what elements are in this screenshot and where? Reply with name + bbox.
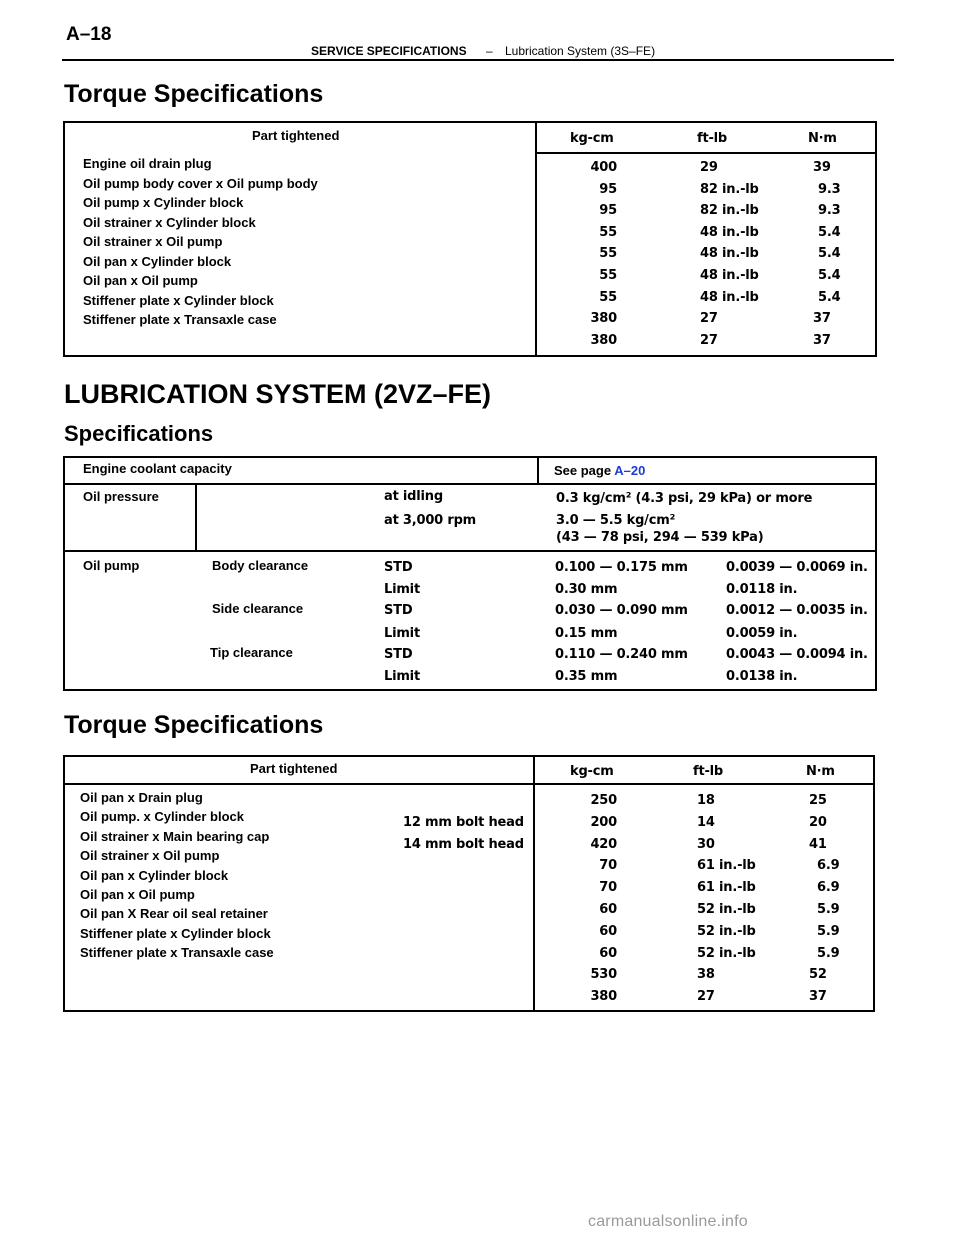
torque1-header-rule [537, 152, 877, 154]
torque2-nm: 20 [809, 814, 827, 830]
torque1-kgcm: 55 [599, 224, 617, 240]
torque1-nm: 37 [813, 332, 831, 348]
torque2-ftlb: 52 in.-lb [697, 902, 756, 917]
torque2-ftlb: 61 in.-lb [697, 858, 756, 874]
torque2-nm: 5.9 [817, 923, 840, 939]
tip-clearance-std-mm: 0.110 — 0.240 mm [555, 647, 688, 662]
torque1-ftlb: 27 [700, 332, 718, 348]
torque2-nm: 41 [809, 836, 827, 852]
torque1-ftlb: 82 in.-lb [700, 203, 759, 219]
oil-pump-label: Oil pump [83, 558, 140, 573]
torque2-ftlb: 18 [697, 793, 715, 808]
body-clearance-std-in: 0.0039 — 0.0069 in. [726, 560, 868, 575]
torque1-part: Oil pump x Cylinder block [83, 195, 244, 210]
watermark: carmanualsonline.info [588, 1213, 748, 1230]
torque2-header-rule [63, 783, 875, 785]
torque1-ftlb: 27 [700, 311, 718, 327]
body-clearance-limit-mm: 0.30 mm [555, 582, 618, 597]
side-clearance-limit-mm: 0.15 mm [555, 626, 618, 641]
torque2-ftlb: 52 in.-lb [697, 923, 756, 939]
torque2-nm: 6.9 [817, 858, 840, 874]
torque1-ftlb: 48 in.-lb [700, 224, 759, 240]
section-title: LUBRICATION SYSTEM (2VZ–FE) [64, 379, 492, 409]
torque1-part: Oil pan x Oil pump [83, 273, 198, 288]
torque2-col-kgcm: kg-cm [570, 764, 614, 779]
torque1-part: Oil strainer x Cylinder block [83, 214, 256, 230]
coolant-value [554, 463, 645, 478]
torque1-nm: 5.4 [818, 224, 841, 240]
torque2-ftlb: 61 in.-lb [697, 880, 756, 896]
torque1-nm: 37 [813, 311, 831, 327]
torque1-nm: 5.4 [818, 268, 841, 283]
torque2-part: Oil pan x Cylinder block [80, 867, 229, 883]
torque1-kgcm: 380 [590, 332, 617, 348]
tip-clearance-std-label: STD [384, 647, 413, 662]
body-clearance-label: Body clearance [212, 558, 309, 573]
side-clearance-limit-label: Limit [384, 626, 420, 641]
oil-pressure-value-3000: 3.0 — 5.5 kg/cm² [556, 513, 676, 528]
torque2-kgcm: 200 [590, 814, 617, 830]
torque1-kgcm: 380 [590, 311, 617, 327]
header-subsection: Lubrication System (3S–FE) [505, 44, 656, 58]
oil-pressure-cond-3000: at 3,000 rpm [384, 513, 477, 528]
torque2-values [535, 793, 875, 1008]
torque1-part: Oil strainer x Oil pump [83, 234, 223, 249]
specs-rule-1 [63, 483, 877, 485]
oil-pressure-value-3000-alt: (43 — 78 psi, 294 — 539 kPa) [556, 530, 764, 545]
coolant-label: Engine coolant capacity [83, 461, 232, 476]
torque1-col-nm: N·m [808, 131, 837, 146]
torque2-ftlb: 14 [697, 814, 715, 830]
oil-pressure-cond-idle: at idling [384, 489, 443, 504]
body-clearance-limit-in: 0.0118 in. [726, 582, 798, 597]
torque1-part: Stiffener plate x Cylinder block [83, 292, 274, 308]
torque2-part: Oil pan x Oil pump [80, 887, 195, 902]
oil-pressure-value-idle: 0.3 kg/cm² (4.3 psi, 29 kPa) or more [556, 491, 813, 506]
side-clearance-limit-in: 0.0059 in. [726, 626, 798, 641]
torque2-kgcm: 60 [599, 945, 617, 961]
torque2-part: Oil strainer x Main bearing cap [80, 828, 270, 844]
tip-clearance-std-in: 0.0043 — 0.0094 in. [726, 647, 868, 662]
torque1-part: Oil pump body cover x Oil pump body [83, 175, 318, 191]
torque2-note-14mm: 14 mm bolt head [403, 837, 524, 852]
tip-clearance-limit-in: 0.0138 in. [726, 669, 798, 684]
specs-title: Specifications [64, 421, 214, 446]
torque1-col-kgcm: kg-cm [570, 131, 614, 146]
specs-rule-2 [63, 550, 877, 552]
body-clearance-limit-label: Limit [384, 582, 420, 597]
torque2-kgcm: 60 [599, 923, 617, 939]
torque2-ftlb: 30 [697, 836, 715, 852]
torque1-nm: 5.4 [818, 246, 841, 262]
torque1-title: Torque Specifications [64, 80, 324, 108]
torque1-ftlb: 48 in.-lb [700, 289, 759, 305]
torque2-part: Oil pump. x Cylinder block [80, 809, 244, 825]
torque2-kgcm: 250 [590, 793, 617, 808]
body-clearance-std-mm: 0.100 — 0.175 mm [555, 560, 688, 575]
torque2-kgcm: 60 [599, 902, 617, 917]
torque2-ftlb: 27 [697, 989, 715, 1005]
torque2-ftlb: 52 in.-lb [697, 945, 756, 961]
torque2-kgcm: 420 [590, 836, 617, 852]
torque1-ftlb: 48 in.-lb [700, 268, 759, 283]
specs-inner-divider [195, 483, 197, 551]
torque2-part: Stiffener plate x Cylinder block [80, 925, 271, 941]
torque2-title: Torque Specifications [64, 711, 324, 739]
torque1-ftlb: 82 in.-lb [700, 181, 759, 197]
torque1-col-part: Part tightened [252, 128, 340, 143]
coolant-page-link[interactable]: A–20 [614, 463, 646, 478]
torque1-nm: 39 [813, 160, 831, 175]
torque2-ftlb: 38 [697, 967, 715, 983]
side-clearance-label: Side clearance [212, 601, 304, 616]
tip-clearance-limit-mm: 0.35 mm [555, 669, 618, 684]
torque1-part: Stiffener plate x Transaxle case [83, 312, 277, 327]
torque1-kgcm: 400 [590, 160, 617, 175]
torque1-kgcm: 55 [599, 268, 617, 283]
torque1-nm: 5.4 [818, 289, 841, 305]
torque2-col-ftlb: ft-lb [693, 764, 724, 779]
page-number: A–18 [66, 24, 112, 45]
torque1-part: Engine oil drain plug [83, 156, 212, 171]
oil-pressure-label: Oil pressure [83, 489, 159, 504]
body-clearance-std-label: STD [384, 560, 413, 575]
torque2-part: Stiffener plate x Transaxle case [80, 945, 274, 961]
torque2-nm: 25 [809, 793, 827, 808]
torque1-ftlb: 29 [700, 160, 718, 175]
torque1-nm: 9.3 [818, 181, 841, 197]
torque2-kgcm: 70 [599, 858, 617, 874]
side-clearance-std-in: 0.0012 — 0.0035 in. [726, 603, 868, 618]
torque2-kgcm: 530 [590, 967, 617, 983]
header-separator: – [486, 44, 493, 58]
tip-clearance-label: Tip clearance [210, 645, 293, 660]
header-section: SERVICE SPECIFICATIONS [311, 44, 467, 58]
torque2-nm: 6.9 [817, 880, 840, 896]
torque1-nm: 9.3 [818, 203, 841, 219]
torque2-col-nm: N·m [806, 764, 835, 779]
torque1-ftlb: 48 in.-lb [700, 246, 759, 262]
torque2-note-12mm: 12 mm bolt head [403, 815, 524, 830]
torque2-nm: 5.9 [817, 945, 840, 961]
side-clearance-std-label: STD [384, 603, 413, 618]
torque1-kgcm: 95 [599, 181, 617, 197]
torque1-part: Oil pan x Cylinder block [83, 253, 232, 269]
side-clearance-std-mm: 0.030 — 0.090 mm [555, 603, 688, 618]
torque2-part: Oil strainer x Oil pump [80, 848, 220, 864]
torque2-part: Oil pan X Rear oil seal retainer [80, 906, 268, 922]
torque1-kgcm: 55 [599, 289, 617, 305]
header-rule [62, 59, 894, 61]
torque2-col-part: Part tightened [250, 761, 338, 776]
torque1-values [537, 160, 877, 355]
torque1-col-ftlb: ft-lb [697, 131, 728, 146]
torque1-kgcm: 55 [599, 246, 617, 262]
torque2-nm: 52 [809, 967, 827, 983]
torque1-kgcm: 95 [599, 203, 617, 219]
torque2-kgcm: 70 [599, 880, 617, 896]
specs-top-divider [537, 456, 539, 484]
torque2-nm: 5.9 [817, 902, 840, 917]
coolant-value-prefix: See page [554, 463, 612, 478]
torque2-kgcm: 380 [590, 989, 617, 1005]
tip-clearance-limit-label: Limit [384, 669, 420, 684]
torque2-part: Oil pan x Drain plug [80, 790, 203, 805]
torque2-nm: 37 [809, 989, 827, 1005]
